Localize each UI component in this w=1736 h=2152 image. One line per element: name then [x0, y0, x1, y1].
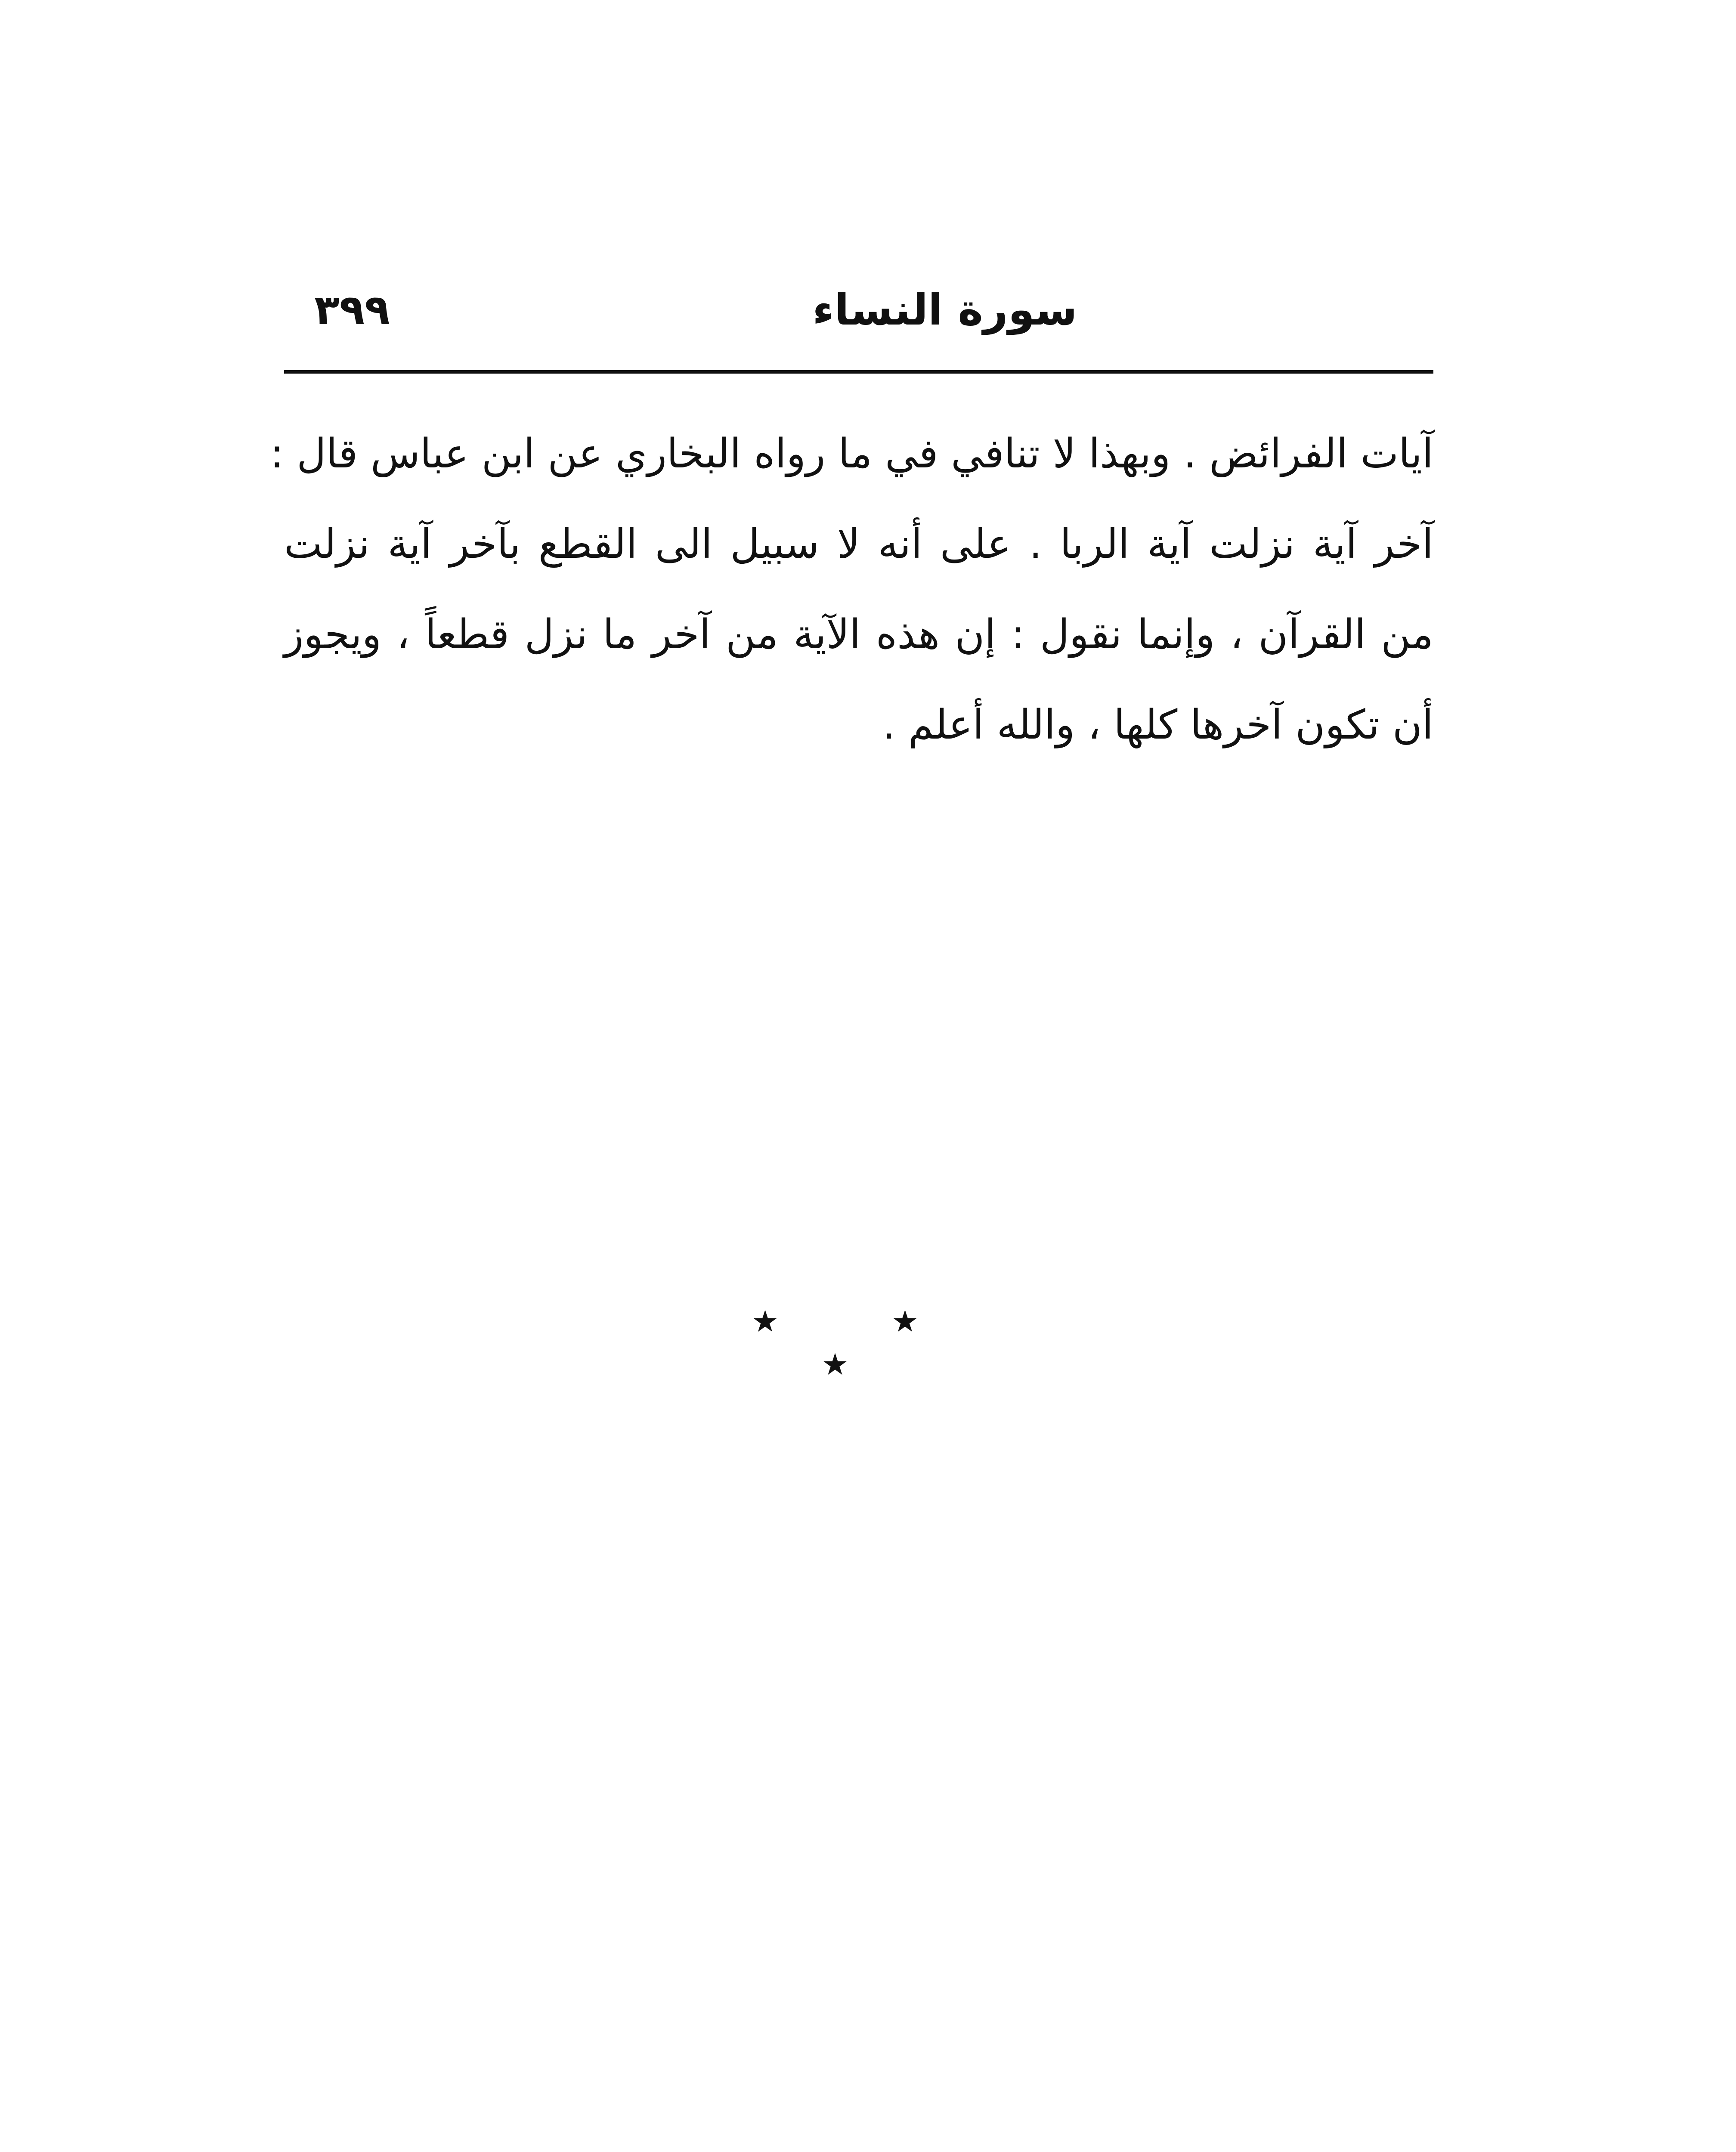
body-line: آخر آية نزلت آية الربا . على أنه لا سبيل الى القطع بآخر آية نزلت: [284, 521, 1433, 568]
body-line: من القرآن ، وإنما نقول : إن هذه الآية من آخر ما نزل قطعاً ، ويجوز: [284, 611, 1433, 658]
page-header: [288, 267, 1429, 353]
body-paragraph: [270, 409, 1433, 770]
body-line: آيات الفرائض . وبهذا لا تنافي في ما رواه البخاري عن ابن عباس قال :: [270, 430, 1433, 477]
header-divider: [284, 370, 1433, 374]
running-title: سورة النساء: [812, 284, 1077, 335]
section-end-stars: ★ ★ ★: [752, 1304, 970, 1382]
page-number: ٣٩٩: [314, 286, 390, 334]
body-line: أن تكون آخرها كلها ، والله أعلم .: [882, 702, 1433, 748]
